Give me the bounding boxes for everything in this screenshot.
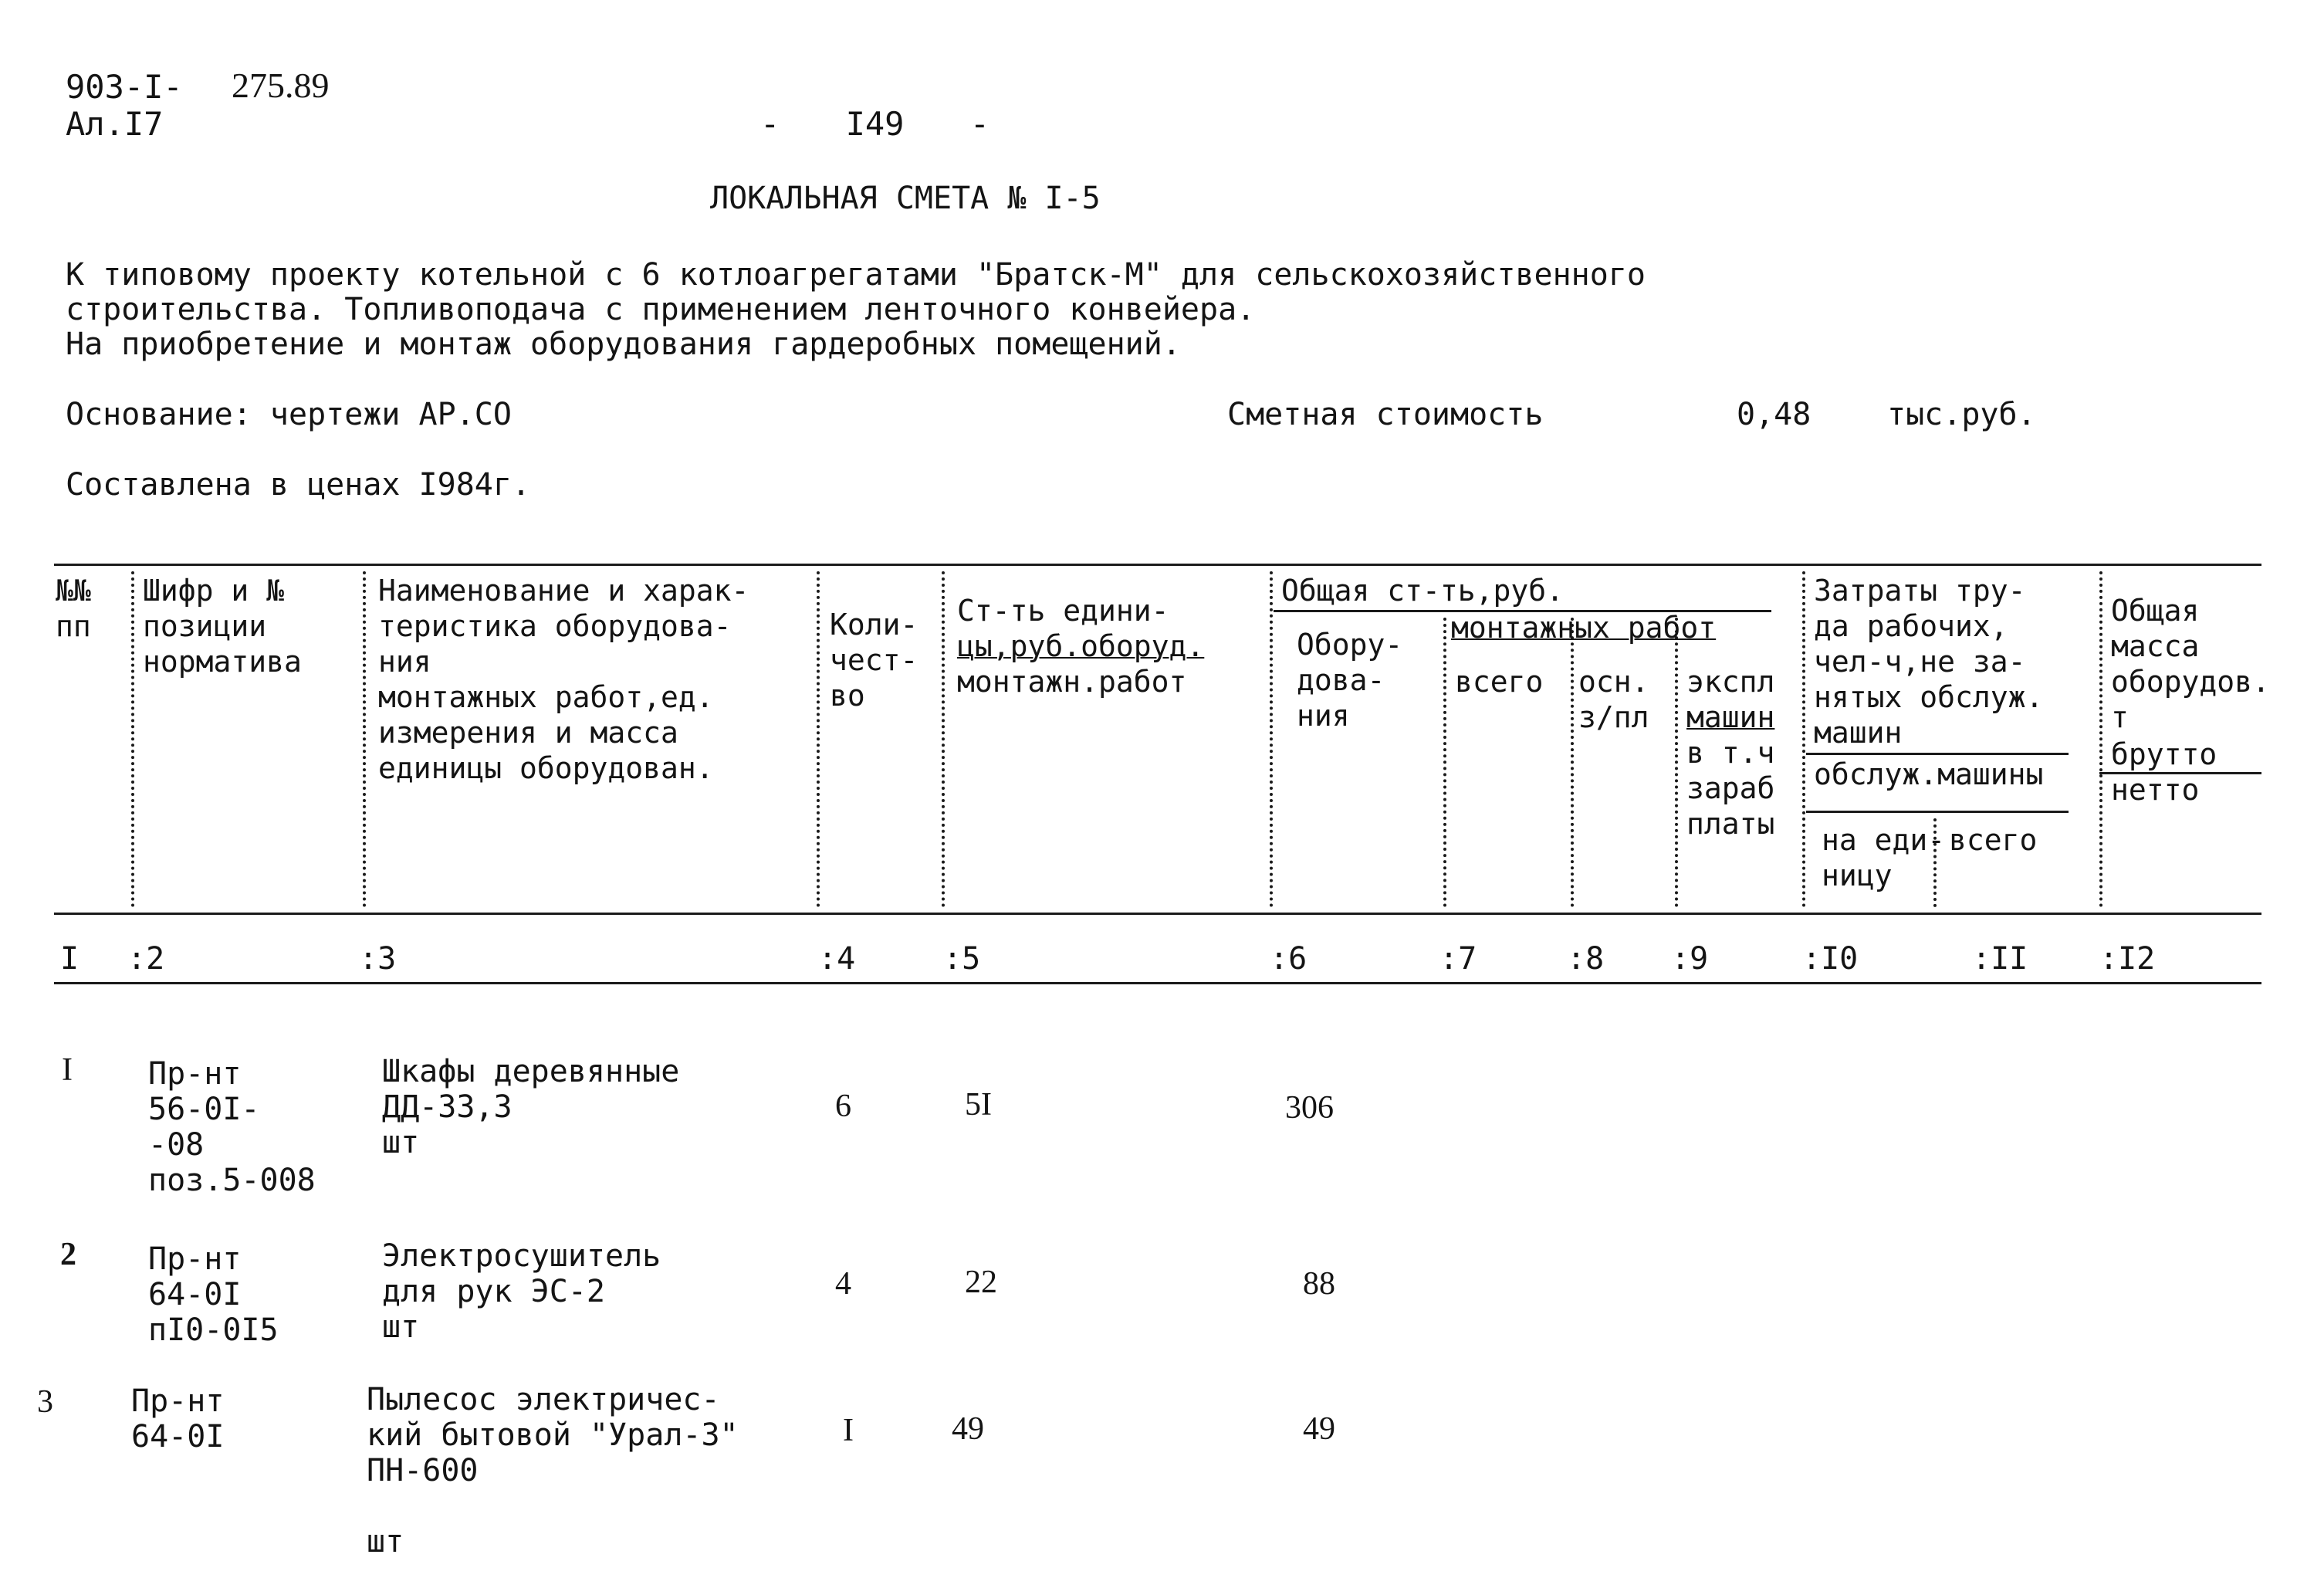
- doc-number: 275.89: [232, 66, 330, 105]
- group-rule-labor-2: [1806, 811, 2069, 813]
- column-numbers-rule: [54, 982, 2261, 984]
- group-rule-labor: [1806, 753, 2069, 755]
- description-line-2: строительства. Топливоподача с применением ленточного конвейера.: [66, 292, 1256, 327]
- header-equipment: Обору- дова- ния: [1297, 628, 1403, 733]
- table-top-rule: [54, 564, 2261, 566]
- description-line-3: На приобретение и монтаж оборудования гардеробных помещений.: [66, 327, 1181, 362]
- row-total-equipment: 49: [1303, 1411, 1335, 1447]
- header-unit-cost-installation: монтажн.работ: [957, 665, 1187, 699]
- row-number: I: [62, 1052, 73, 1088]
- column-number: :2: [127, 941, 165, 977]
- header-norm-code: Шифр и № позиции норматива: [143, 574, 302, 679]
- column-number: I: [60, 941, 79, 977]
- column-number: :4: [818, 941, 856, 977]
- row-quantity: 6: [835, 1089, 851, 1124]
- column-number: :5: [943, 941, 981, 977]
- header-unit-cost-equipment: цы,руб.оборуд.: [957, 629, 1205, 663]
- header-machines: машин: [1686, 700, 1775, 734]
- header-labor-costs: Затраты тру- да рабочих, чел-ч,не за- нятых обслуж. машин: [1814, 574, 2044, 750]
- column-number: :I2: [2099, 941, 2156, 977]
- row-unit-cost: 5I: [965, 1087, 992, 1123]
- row-number: 3: [37, 1384, 53, 1420]
- page-title: ЛОКАЛЬНАЯ СМЕТА № I-5: [710, 181, 1101, 216]
- table-header-rule: [54, 913, 2261, 915]
- doc-code: 903-I-: [66, 68, 183, 106]
- row-unit-cost: 49: [952, 1411, 984, 1447]
- basis-label: Основание: чертежи АР.СО: [66, 397, 512, 432]
- column-number: :8: [1567, 941, 1605, 977]
- column-number: :7: [1439, 941, 1477, 977]
- header-item-number: №№ пп: [56, 574, 91, 643]
- row-code: Пр-нт 56-0I- -08 поз.5-008: [148, 1056, 316, 1198]
- header-incl-wages: в т.ч зараб платы: [1686, 736, 1775, 841]
- col-separator: [363, 571, 366, 907]
- column-number: :I0: [1802, 941, 1859, 977]
- col-separator: [942, 571, 945, 907]
- col-separator: [1270, 571, 1273, 907]
- cost-unit: тыс.руб.: [1887, 397, 2036, 432]
- col-separator: [1443, 618, 1446, 907]
- col-separator: [1675, 618, 1678, 907]
- cost-value: 0,48: [1737, 397, 1812, 432]
- col-separator: [1802, 571, 1805, 907]
- row-total-equipment: 306: [1285, 1090, 1334, 1126]
- header-machine-service: обслуж.машины: [1814, 757, 2044, 791]
- row-quantity: I: [843, 1413, 854, 1448]
- price-basis: Составлена в ценах I984г.: [66, 467, 531, 503]
- header-per-unit: на еди- ницу: [1822, 823, 1946, 892]
- column-number: :II: [1972, 941, 2028, 977]
- row-name: Пылесос электричес- кий бытовой "Урал-3" ПН-600 шт: [367, 1382, 739, 1559]
- row-name: Шкафы деревянные ДД-33,3 шт: [382, 1054, 680, 1160]
- page-number: - I49 -: [760, 105, 990, 143]
- album-number: Ал.I7: [66, 105, 164, 143]
- header-total-cost: Общая ст-ть,руб.: [1281, 574, 1565, 608]
- row-number: 2: [60, 1237, 76, 1272]
- header-net: нетто: [2111, 773, 2200, 807]
- col-separator: [1571, 618, 1574, 907]
- row-code: Пр-нт 64-0I: [131, 1383, 225, 1454]
- col-separator: [2099, 571, 2102, 907]
- column-number: :3: [359, 941, 397, 977]
- header-installation-total: всего: [1455, 665, 1544, 699]
- column-number: :6: [1270, 941, 1307, 977]
- header-quantity: Коли- чест- во: [830, 608, 918, 713]
- row-unit-cost: 22: [965, 1265, 997, 1300]
- row-total-equipment: 88: [1303, 1266, 1335, 1302]
- header-machine-operation: экспл: [1686, 665, 1775, 699]
- header-installation-group: монтажных работ: [1451, 611, 1717, 645]
- cost-label: Сметная стоимость: [1227, 397, 1544, 432]
- header-description: Наименование и харак- теристика оборудова- ния монтажных работ,ед. измерения и масса единицы оборудован.: [378, 574, 749, 785]
- header-total-mass: Общая масса оборудов. т: [2111, 594, 2270, 734]
- header-labor-total: всего: [1949, 823, 2038, 857]
- col-separator: [131, 571, 134, 907]
- row-quantity: 4: [835, 1266, 851, 1302]
- row-code: Пр-нт 64-0I пI0-0I5: [148, 1241, 279, 1348]
- header-base-salary: осн. з/пл: [1578, 665, 1649, 734]
- description-line-1: К типовому проекту котельной с 6 котлоагрегатами "Братск-М" для сельскохозяйственного: [66, 257, 1646, 293]
- header-gross: брутто: [2111, 737, 2217, 771]
- header-unit-cost: Ст-ть едини-: [957, 594, 1169, 628]
- col-separator: [817, 571, 820, 907]
- column-number: :9: [1671, 941, 1709, 977]
- row-name: Электросушитель для рук ЭС-2 шт: [382, 1238, 661, 1345]
